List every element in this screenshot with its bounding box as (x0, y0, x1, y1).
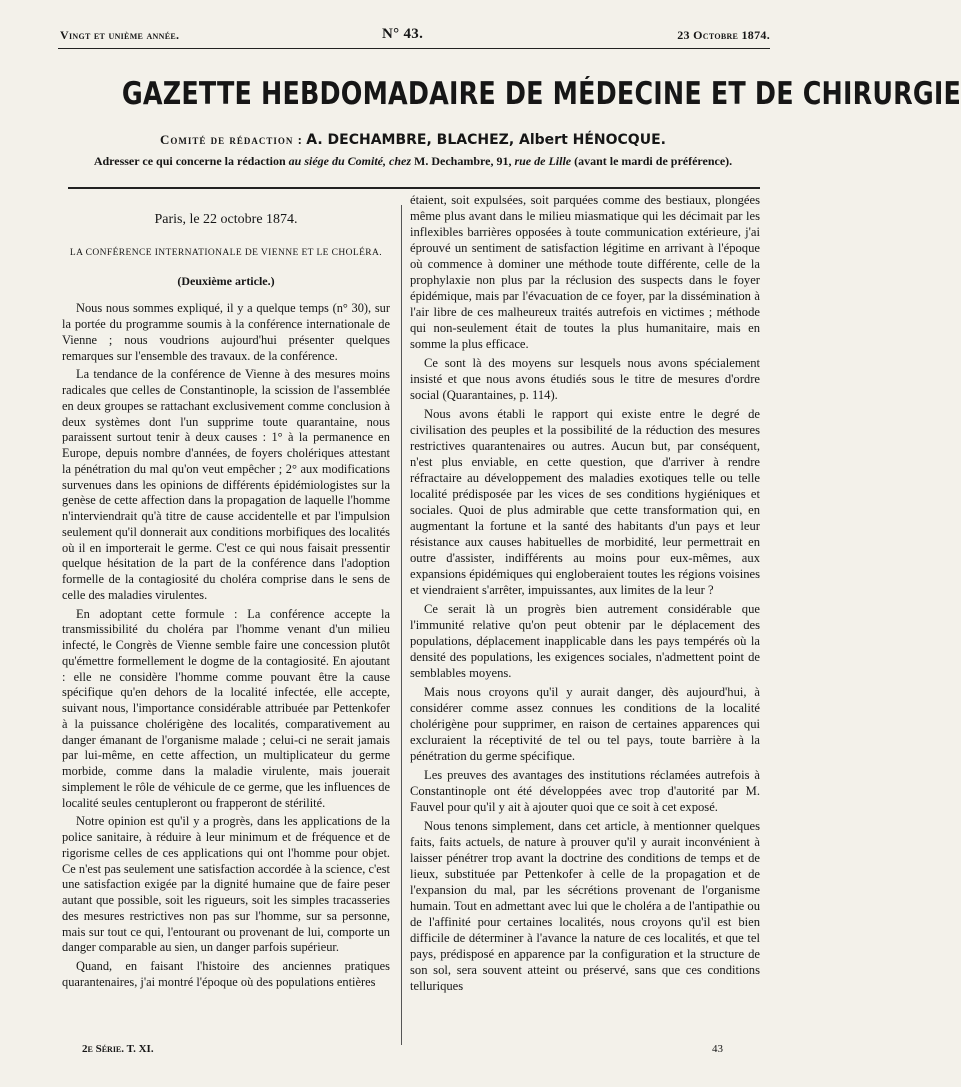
paragraph: Nous nous sommes expliqué, il y a quelque temps (n° 30), sur la portée du programme soumis à la conférence internationale de Vienne ; nous voudrions aujourd'hui présenter quelques remarques sur l'ensemble des travaux. de la conférence. (62, 301, 390, 363)
address-italic-2: chez (389, 154, 412, 168)
paragraph: Notre opinion est qu'il y a progrès, dans les applications de la police sanitaire, à réduire à leur minimum et de fréquence et de rigorisme celles de ces applications qui ont l'homme pour objet. Ce n'est pas seulement une satisfaction accordée à la science, c'est une satisfaction exigée par la dignité humaine que de faire peser autant que possible, soit les rigueurs, soit les simples tracasseries des mesures restrictives non pas sur l'homme, sur sa personne, mais sur tout ce qui, l'entourant ou provenant de lui, comporte un danger comparable au sien, un danger parfois supérieur. (62, 814, 390, 955)
paragraph: étaient, soit expulsées, soit parquées comme des bestiaux, plongées même plus avant dans le milieu miasmatique qui les décimait par les inflexibles barrières opposées à toute communication extérieure, j'ai éprouvé un sentiment de satisfaction légitime en arrivant à l'époque où commence à dominer une méthode toute différente, celle de la prophylaxie non plus par la réclusion des suspects dans le foyer épidémique, mais par l'évacuation de ce foyer, par la dissémination à l'air libre de ces malheureux traités autrefois en victimes ; méthode qui non-seulement était de toutes la plus humanitaire, mais en somme la plus efficace. (410, 193, 760, 351)
address-part-2: M. Dechambre, 91, (414, 154, 512, 168)
editorial-address (58, 154, 768, 169)
page-number: 43 (712, 1043, 723, 1055)
committee-label: Comité de rédaction : (160, 132, 303, 147)
article-number: (Deuxième article.) (177, 273, 275, 288)
paragraph: Nous tenons simplement, dans cet article, à mentionner quelques faits, faits actuels, de nature à prouver qu'il y aurait inconvénient à laisser pénétrer trop avant la doctrine des conditions de temps et de lieux, substituée par Pettenkofer à celle de la propagation et de l'expansion du mal, par les sécrétions provenant de l'organisme humain. Tout en admettant avec lui que le choléra a de l'antipathie ou de l'affinité pour certaines localités, nous croyons qu'il est bien difficile de déterminer à l'avance la nature de ces localités, et que tel pays, prédisposé en apparence par la configuration et la structure de son sol, sera souvent atteint ou préservé, sans que ces conditions telluriques (410, 819, 760, 993)
paragraph: La tendance de la conférence de Vienne à des mesures moins radicales que celles de Constantinople, la scission de l'assemblée en deux groupes se rattachant exclusivement comme conclusion à deux systèmes dont l'un supprime toute quarantaine, nous paraissent surtout tenir à deux causes : 1° à la permanence en Europe, depuis nombre d'années, de foyers cholériques attestant la pénétration du mal qu'on veut empêcher ; 2° aux modifications survenues dans les opinions de différents épidémiologistes sur la genèse de cette affection dans la propagation de laquelle l'homme n'interviendrait qu'à titre de cause accidentelle et par l'impulsion seulement qu'il donnerait aux conditions morbifiques des localités où il en importerait le germe. C'est ce qui nous faisait pressentir quelque hésitation de la part de la conférence dans l'adoption formelle de la contagiosité du choléra comprise dans le sens de celle des maladies virulentes. (62, 367, 390, 602)
series-footer (82, 1043, 154, 1055)
paragraph: Quand, en faisant l'histoire des anciennes pratiques quarantenaires, j'ai montré l'époque où des populations entières (62, 959, 390, 989)
issue-number: N° 43. (382, 26, 424, 42)
address-italic-1: au siége du Comité, (288, 154, 387, 168)
address-part-3: (avant le mardi de préférence). (574, 154, 733, 168)
series-label: 2e Série. T. XI. (82, 1043, 154, 1055)
running-header (60, 28, 770, 46)
paragraph: Nous avons établi le rapport qui existe entre le degré de civilisation des peuples et la possibilité de la réduction des mesures restrictives quarantenaires ou autres. Aucun but, par conséquent, n'est plus enviable, en cette question, que d'arriver à rendre réfractaire au développement des maladies exotiques telle ou telle localité prédisposée par les vices de ses conditions hygiéniques et sociales. Quoi de plus admirable que cette transformation qui, en augmentant la fortune et la santé des habitants d'un pays et leur résistance aux causes habituelles de morbidité, leur permettrait en outre d'assister, indifférents au moins pour eux-mêmes, aux expansions épidémiques qui engloberaient toutes les régions voisines et viendraient s'arrêter, impuissantes, aux limites de la leur ? (410, 407, 760, 597)
left-column (62, 200, 390, 994)
paragraph: Mais nous croyons qu'il y aurait danger, dès aujourd'hui, à considérer comme assez connues les conditions de la localité cholérigène pour supprimer, en raison de certaines apparences qui excluraient la réceptivité de tel ou tel pays, toute barrière à la pénétration du germe spécifique. (410, 685, 760, 763)
year-label: Vingt et unième année. (60, 28, 180, 42)
column-divider (401, 205, 402, 1045)
masthead-title: GAZETTE HEBDOMADAIRE DE MÉDECINE ET DE CHIRURGIE (121, 76, 961, 112)
address-italic-3: rue de Lille (514, 154, 572, 168)
dateline: Paris, le 22 octobre 1874. (154, 212, 298, 227)
masthead-rule (68, 187, 760, 189)
right-column (410, 192, 760, 997)
paragraph: Ce serait là un progrès bien autrement considérable que l'immunité relative qu'on peut obtenir par le déplacement des populations, déplacement inapplicable dans les pays tempérés où la densité des populations, les exigences sociales, n'admettent point de semblables moyens. (410, 602, 760, 680)
paragraph: Ce sont là des moyens sur lesquels nous avons spécialement insisté et que nous avons étudiés sous le titre de mesures d'ordre social (Quarantaines, p. 114). (410, 356, 760, 402)
committee-names: A. DECHAMBRE, BLACHEZ, Albert HÉNOCQUE. (306, 132, 666, 148)
paragraph: En adoptant cette formule : La conférence accepte la transmissibilité du choléra par l'homme venant d'un milieu infecté, le Congrès de Vienne semble faire une concession plutôt qu'émettre formellement le dogme de la contagiosité. En ajoutant : elle ne considère l'homme comme pouvant être la cause spécifique qu'en dehors de la localité infectée, elle accepte, suivant nous, l'importance considérable attribuée par Pettenkofer à la puissance cholérigène des localités, comparativement au danger émanant de l'organisme malade ; celui-ci ne serait jamais par lui-même, en cette affection, un multiplicateur du germe morbide, comme dans la maladie virulente, mais jouerait simplement le rôle de véhicule de ce germe, que les influences de localité seules centupleront ou frapperont de stérilité. (62, 606, 390, 810)
paragraph: Les preuves des avantages des institutions réclamées autrefois à Constantinople ont été développées avec trop d'autorité par M. Fauvel pour qu'il y ait à ajouter quoi que ce soit à cet exposé. (410, 768, 760, 814)
address-part-1: Adresser ce qui concerne la rédaction (93, 154, 286, 168)
header-rule (58, 48, 770, 49)
section-title: LA CONFÉRENCE INTERNATIONALE DE VIENNE ET LE CHOLÉRA. (69, 247, 383, 258)
editorial-committee (58, 132, 768, 148)
issue-date: 23 Octobre 1874. (677, 28, 770, 42)
